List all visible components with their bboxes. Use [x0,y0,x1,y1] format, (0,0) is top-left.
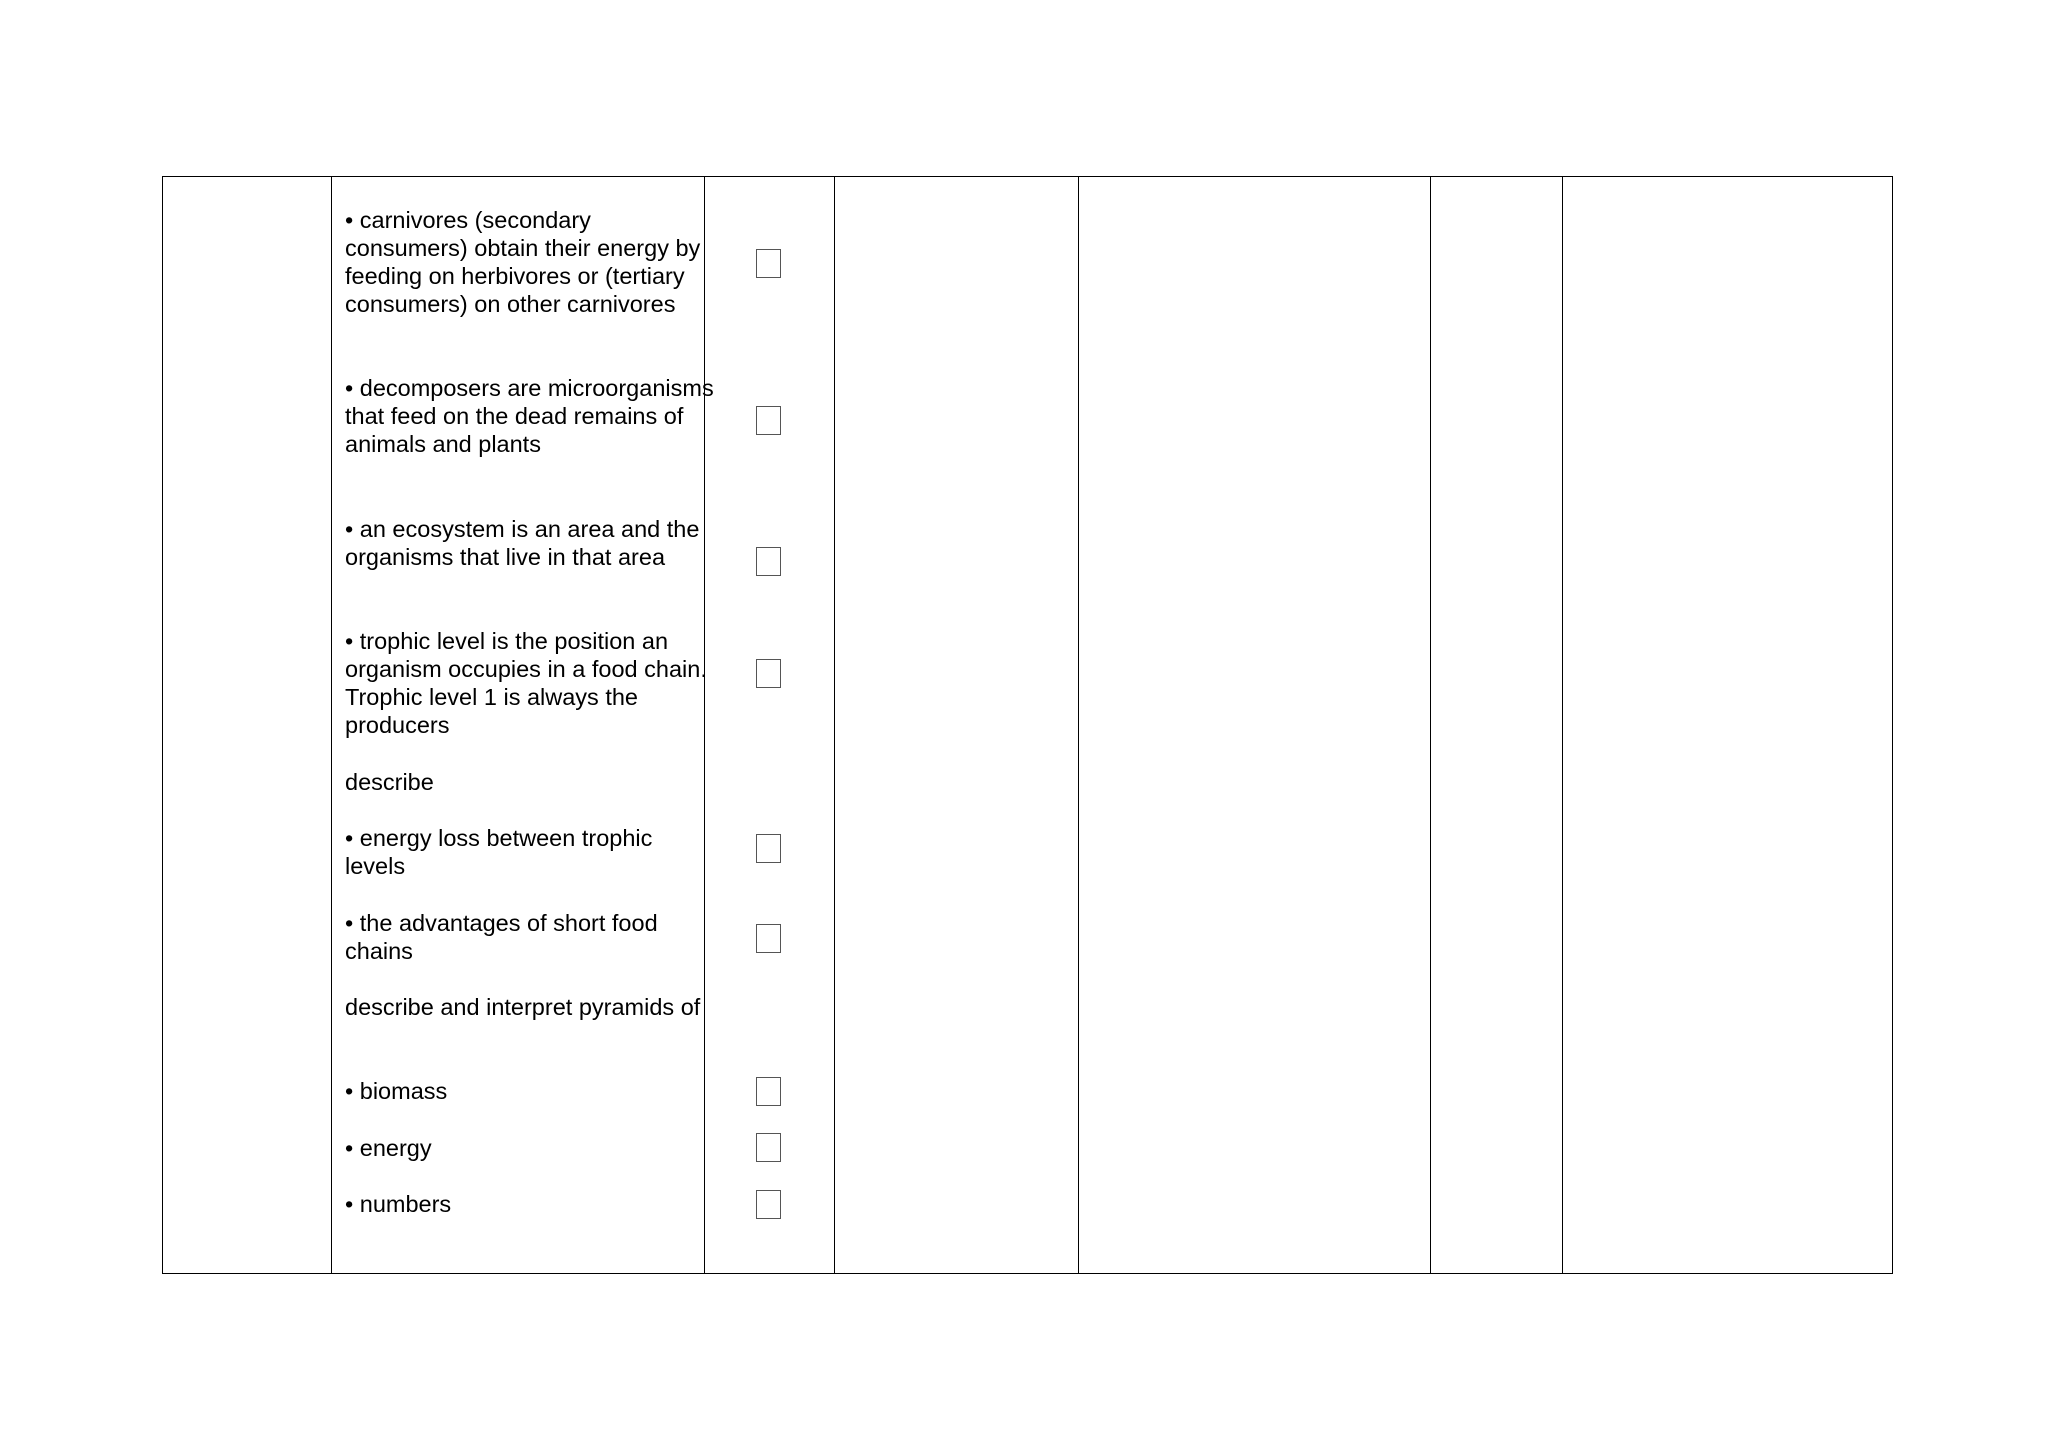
item-decomposers-checkbox[interactable] [756,406,781,435]
item-trophic-level-checkbox[interactable] [756,659,781,688]
item-decomposers-text: • decomposers are microorganisms that feed on the dead remains of animals and plants [345,375,714,457]
item-short-chains-text: • the advantages of short food chains [345,910,658,964]
item-trophic-level-text: • trophic level is the position an organism occupies in a food chain. Trophic level 1 is always the producers [345,628,707,738]
item-energy-checkbox[interactable] [756,1133,781,1162]
item-energy-loss-checkbox[interactable] [756,834,781,863]
heading-describe-interpret: describe and interpret pyramids of [345,994,701,1020]
column-divider [834,177,835,1273]
item-carnivores-checkbox[interactable] [756,249,781,278]
column-divider [1562,177,1563,1273]
item-biomass-checkbox[interactable] [756,1077,781,1106]
item-energy-text: • energy [345,1135,432,1161]
item-carnivores-text: • carnivores (secondary consumers) obtain their energy by feeding on herbivores or (tertiary consumers) on other carnivores [345,207,701,317]
column-divider [331,177,332,1273]
item-short-chains-checkbox[interactable] [756,924,781,953]
item-ecosystem-checkbox[interactable] [756,547,781,576]
item-ecosystem-text: • an ecosystem is an area and the organisms that live in that area [345,516,700,570]
item-energy-loss-text: • energy loss between trophic levels [345,825,653,879]
heading-describe: describe [345,769,434,795]
column-divider [1078,177,1079,1273]
item-numbers-checkbox[interactable] [756,1190,781,1219]
item-numbers-text: • numbers [345,1191,452,1217]
item-biomass-text: • biomass [345,1078,448,1104]
column-divider [1430,177,1431,1273]
